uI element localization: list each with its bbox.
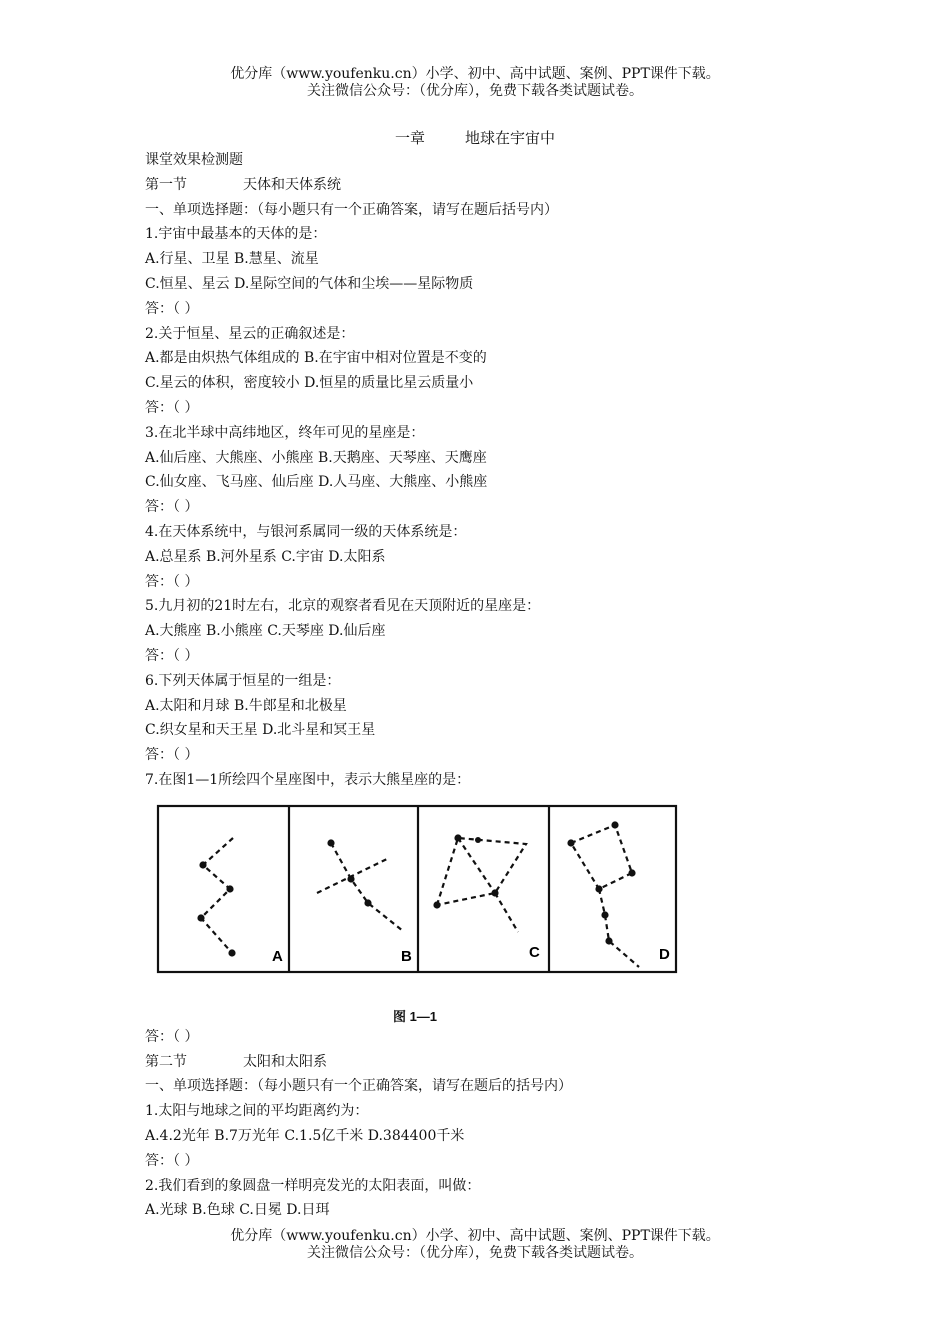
question-options: C.星云的体积，密度较小 D.恒星的质量比星云质量小 xyxy=(145,375,474,392)
page-footer xyxy=(0,1228,950,1262)
question-options: C.仙女座、飞马座、仙后座 D.人马座、大熊座、小熊座 xyxy=(145,474,488,491)
star xyxy=(595,885,602,892)
question-options: A.仙后座、大熊座、小熊座 B.天鹅座、天琴座、天鹰座 xyxy=(145,449,487,466)
question-text: 5.九月初的21时左右，北京的观察者看见在天顶附近的星座是： xyxy=(145,598,541,615)
question-text: 4.在天体系统中，与银河系属同一级的天体系统是： xyxy=(145,523,467,540)
constellation-d xyxy=(571,825,639,967)
question-text: 1.太阳与地球之间的平均距离约为： xyxy=(145,1103,369,1120)
star xyxy=(433,901,440,908)
answer-blank: 答：（ ） xyxy=(145,399,199,416)
answer-blank: 答：（ ） xyxy=(145,573,199,590)
question-options: A.太阳和月球 B.牛郎星和北极星 xyxy=(145,697,347,714)
section-2-instruction: 一、单项选择题：（每小题只有一个正确答案，请写在题后的括号内） xyxy=(145,1078,572,1095)
star xyxy=(364,899,371,906)
answer-blank: 答：（ ） xyxy=(145,747,199,764)
section-heading: 课堂效果检测题 xyxy=(145,152,243,168)
star xyxy=(605,937,612,944)
question-text: 2.我们看到的象圆盘一样明亮发光的太阳表面，叫做： xyxy=(145,1177,481,1194)
question-text: 1.宇宙中最基本的天体的是： xyxy=(145,226,327,243)
star xyxy=(226,885,233,892)
answer-blank: 答：（ ） xyxy=(145,1028,199,1045)
answer-blank: 答：（ ） xyxy=(145,647,199,664)
constellation-a xyxy=(201,838,233,953)
question-options: A.4.2光年 B.7万光年 C.1.5亿千米 D.384400千米 xyxy=(145,1127,465,1144)
star xyxy=(475,837,481,843)
answer-blank: 答：（ ） xyxy=(145,1152,199,1169)
panel-label-b: B xyxy=(401,947,412,965)
question-options: A.都是由炽热气体组成的 B.在宇宙中相对位置是不变的 xyxy=(145,350,487,367)
answer-blank: 答：（ ） xyxy=(145,300,199,317)
answer-blank: 答：（ ） xyxy=(145,499,199,516)
star xyxy=(327,839,334,846)
constellation-diagram xyxy=(145,801,685,997)
constellation-b xyxy=(317,843,403,931)
section-1-title xyxy=(145,173,845,198)
figure-caption: 图 1—1 xyxy=(392,1008,438,1024)
star xyxy=(197,914,204,921)
panel-label-c: C xyxy=(529,943,540,961)
question-options: A.行星、卫星 B.慧星、流星 xyxy=(145,251,319,268)
section-1-name: 天体和天体系统 xyxy=(243,176,341,193)
header-line-1: 优分库（www.youfenku.cn）小学、初中、高中试题、案例、PPT课件下载。 xyxy=(230,66,720,82)
section-1-instruction: 一、单项选择题：（每小题只有一个正确答案，请写在题后括号内） xyxy=(145,201,558,218)
star xyxy=(601,911,608,918)
question-options: C.织女星和天王星 D.北斗星和冥王星 xyxy=(145,722,376,739)
footer-line-1: 优分库（www.youfenku.cn）小学、初中、高中试题、案例、PPT课件下载。 xyxy=(230,1228,720,1244)
panel-label-d: D xyxy=(659,945,670,963)
chapter-number: 一章 xyxy=(394,129,425,147)
star xyxy=(567,839,574,846)
star xyxy=(347,875,354,882)
star xyxy=(199,861,206,868)
document-body xyxy=(145,148,845,1223)
constellation-c xyxy=(437,838,526,932)
question-options: A.总星系 B.河外星系 C.宇宙 D.太阳系 xyxy=(145,548,386,565)
constellation-figure xyxy=(145,801,685,1024)
star xyxy=(228,949,235,956)
chapter-title xyxy=(0,127,950,148)
question-text: 7.在图1—1所绘四个星座图中，表示大熊星座的是： xyxy=(145,771,471,788)
star xyxy=(491,889,498,896)
question-text: 3.在北半球中高纬地区，终年可见的星座是： xyxy=(145,424,425,441)
star xyxy=(628,869,635,876)
footer-line-2: 关注微信公众号：（优分库），免费下载各类试题试卷。 xyxy=(307,1245,643,1261)
star xyxy=(611,821,618,828)
question-options: A.大熊座 B.小熊座 C.天琴座 D.仙后座 xyxy=(145,623,386,640)
page-header xyxy=(0,66,950,100)
question-options: C.恒星、星云 D.星际空间的气体和尘埃——星际物质 xyxy=(145,275,474,292)
section-2-number: 第二节 xyxy=(145,1053,187,1070)
star xyxy=(454,834,461,841)
panel-label-a: A xyxy=(272,947,283,965)
question-text: 2.关于恒星、星云的正确叙述是： xyxy=(145,325,355,342)
chapter-name: 地球在宇宙中 xyxy=(465,129,556,147)
section-1-number: 第一节 xyxy=(145,176,187,193)
question-text: 6.下列天体属于恒星的一组是： xyxy=(145,672,341,689)
section-2-name: 太阳和太阳系 xyxy=(243,1053,327,1070)
section-2-title xyxy=(145,1050,845,1075)
header-line-2: 关注微信公众号：（优分库），免费下载各类试题试卷。 xyxy=(307,83,643,99)
question-options: A.光球 B.色球 C.日冕 D.日珥 xyxy=(145,1202,330,1219)
